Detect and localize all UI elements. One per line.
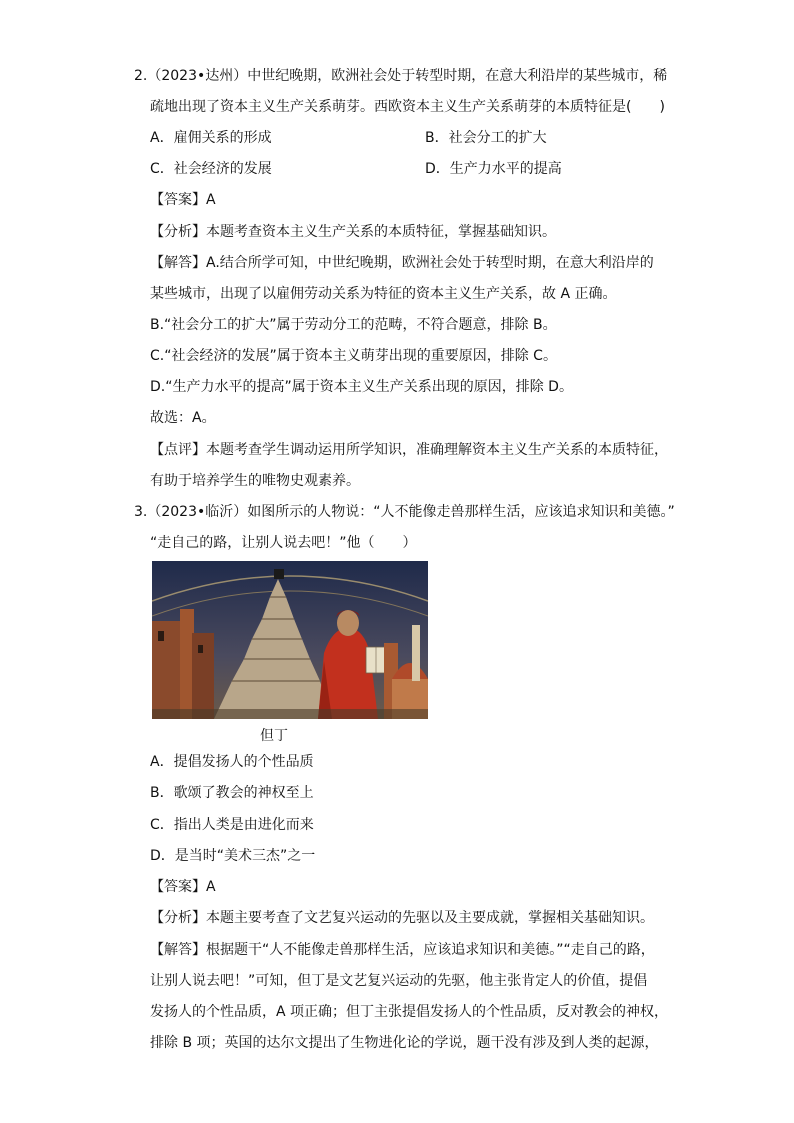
q2-analysis: 【分析】本题考查资本主义生产关系的本质特征，掌握基础知识。 xyxy=(150,224,556,240)
q3-stem-line2: “走自己的路，让别人说去吧！”他（ ） xyxy=(150,535,417,551)
q2-solution-line5: D.“生产力水平的提高”属于资本主义生产关系出现的原因，排除 D。 xyxy=(150,379,573,395)
q2-solution-line2: 某些城市，出现了以雇佣劳动关系为特征的资本主义生产关系，故 A 正确。 xyxy=(150,286,617,302)
q2-comment-line1: 【点评】本题考查学生调动运用所学知识，准确理解资本主义生产关系的本质特征， xyxy=(150,442,668,458)
q3-solution-line4: 排除 B 项；英国的达尔文提出了生物进化论的学说，题干没有涉及到人类的起源， xyxy=(150,1035,659,1051)
q2-stem-line2: 疏地出现了资本主义生产关系萌芽。西欧资本主义生产关系萌芽的本质特征是( ) xyxy=(150,99,665,115)
dante-painting-image xyxy=(152,561,428,719)
q3-option-a: A．提倡发扬人的个性品质 xyxy=(150,754,314,770)
image-caption: 但丁 xyxy=(260,728,288,744)
q2-option-d: D．生产力水平的提高 xyxy=(425,161,562,177)
q3-solution-line2: 让别人说去吧！”可知，但丁是文艺复兴运动的先驱，他主张肯定人的价值，提倡 xyxy=(150,973,648,989)
q3-answer: 【答案】A xyxy=(150,879,216,895)
q3-option-c: C．指出人类是由进化而来 xyxy=(150,817,314,833)
q2-option-c: C．社会经济的发展 xyxy=(150,161,272,177)
q3-stem-line1: 3.（2023•临沂）如图所示的人物说：“人不能像走兽那样生活，应该追求知识和美德。” xyxy=(134,504,675,520)
q3-analysis: 【分析】本题主要考查了文艺复兴运动的先驱以及主要成就，掌握相关基础知识。 xyxy=(150,910,654,926)
q2-comment-line2: 有助于培养学生的唯物史观素养。 xyxy=(150,473,360,489)
q2-stem-line1: 2.（2023•达州）中世纪晚期，欧洲社会处于转型时期，在意大利沿岸的某些城市，稀 xyxy=(134,68,668,84)
q2-option-b: B．社会分工的扩大 xyxy=(425,130,547,146)
q3-solution-line1: 【解答】根据题干“人不能像走兽那样生活，应该追求知识和美德。”“走自己的路， xyxy=(150,942,655,958)
q3-option-d: D．是当时“美术三杰”之一 xyxy=(150,848,316,864)
q2-solution-line3: B.“社会分工的扩大”属于劳动分工的范畴，不符合题意，排除 B。 xyxy=(150,317,557,333)
q3-option-b: B．歌颂了教会的神权至上 xyxy=(150,785,314,801)
q2-answer: 【答案】A xyxy=(150,192,216,208)
q3-solution-line3: 发扬人的个性品质，A 项正确；但丁主张提倡发扬人的个性品质，反对教会的神权， xyxy=(150,1004,669,1020)
q2-solution-line1: 【解答】A.结合所学可知，中世纪晚期，欧洲社会处于转型时期，在意大利沿岸的 xyxy=(150,255,654,271)
q2-solution-line4: C.“社会经济的发展”属于资本主义萌芽出现的重要原因，排除 C。 xyxy=(150,348,557,364)
q2-option-a: A．雇佣关系的形成 xyxy=(150,130,272,146)
q2-solution-line6: 故选：A。 xyxy=(150,410,216,426)
